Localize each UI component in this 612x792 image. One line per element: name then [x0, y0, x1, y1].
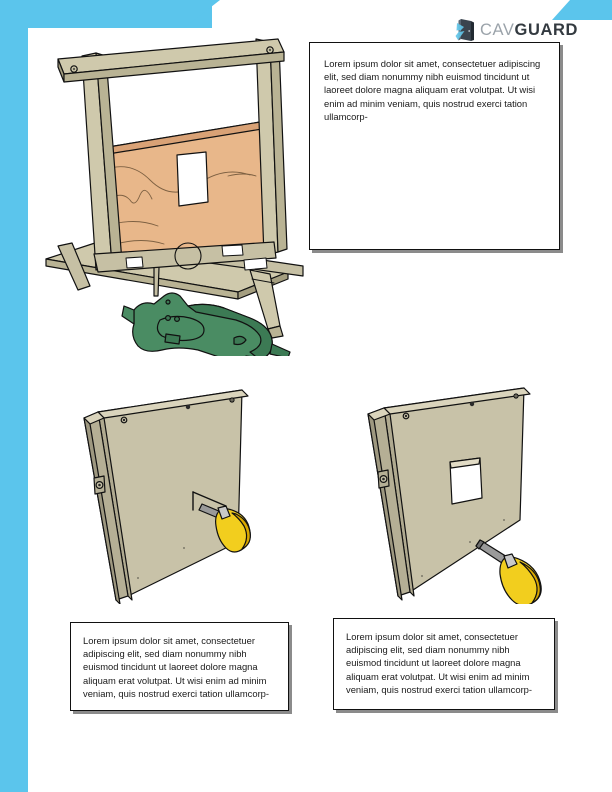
decorative-blue-top-bar — [0, 0, 212, 28]
decorative-blue-left-bar — [0, 0, 28, 792]
caption-top-text: Lorem ipsum dolor sit amet, consectetuer adipiscing elit, sed diam nonummy nibh euismod tincidunt ut laoreet dolore magna aliquam erat volutpat. Ut wisi enim ad minim veniam, quis nostrud exerci tation ullamcorp- — [324, 58, 541, 122]
caption-bottom-left-text: Lorem ipsum dolor sit amet, consectetuer adipiscing elit, sed diam nonummy nibh euismod tincidunt ut laoreet dolore magna aliquam erat volutpat. Ut wisi enim ad minim veniam, quis nostrud exerci tation ullamcorp- — [83, 635, 270, 699]
door-panel-icon — [455, 18, 475, 42]
illustration-step-2-panel-with-drywall-saw — [66, 382, 278, 604]
caption-bottom-right-text: Lorem ipsum dolor sit amet, consectetuer adipiscing elit, sed diam nonummy nibh euismod tincidunt ut laoreet dolore magna aliquam erat volutpat. Ut wisi enim ad minim veniam, quis nostrud exerci tation ullamcorp- — [346, 631, 533, 695]
brand-logo — [455, 17, 578, 43]
logo-wordmark — [480, 22, 578, 39]
logo-text-cav: CAV — [480, 20, 515, 39]
caption-box-bottom-right — [333, 618, 555, 710]
illustration-step-1-frame-and-saw — [38, 34, 310, 356]
illustration-step-3-panel-with-cutout-and-screwdriver — [352, 382, 564, 604]
logo-text-guard: GUARD — [514, 20, 579, 39]
caption-box-bottom-left — [70, 622, 289, 711]
caption-box-top — [309, 42, 560, 250]
